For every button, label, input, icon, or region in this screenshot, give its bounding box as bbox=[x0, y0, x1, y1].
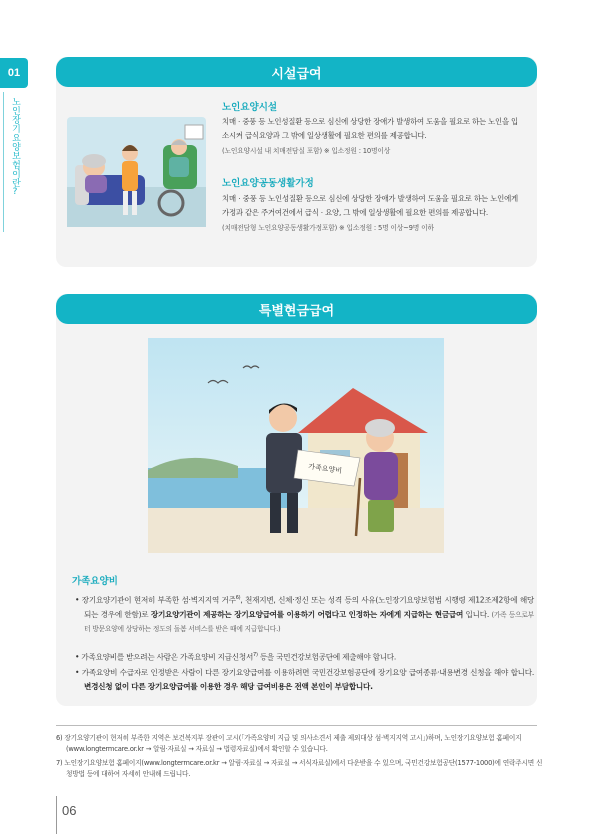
bullet1-text-a: 장기요양기관이 현저히 부족한 섬·벽지지역 거주 bbox=[81, 595, 236, 605]
nursing-home-desc bbox=[222, 115, 518, 158]
bullet1-emphasis: 장기요양기관이 제공하는 장기요양급여를 이용하기 어렵다고 인정하는 자에게 지급하는 현금급여 bbox=[150, 609, 464, 619]
nursing-home-body: 치매 · 중풍 등 노인성질환 등으로 심신에 상당한 장애가 발생하여 도움을 필요로 하는 노인을 입소시켜 급식요양과 그 밖에 일상생활에 필요한 편의를 제공합니다. bbox=[222, 117, 518, 141]
bullet1-text-c: 입니다. bbox=[463, 609, 492, 619]
bullet-application bbox=[74, 648, 534, 665]
bullet-dot: • bbox=[75, 595, 82, 605]
bullet2-text-b: 등을 국민건강보험공단에 제출해야 합니다. bbox=[257, 652, 397, 662]
bullet-dot: • bbox=[75, 668, 82, 677]
footnote-ref-7: 7) bbox=[253, 652, 258, 658]
page-number: 06 bbox=[62, 803, 77, 818]
family-care-illustration bbox=[148, 338, 444, 553]
facility-benefit-section bbox=[56, 57, 537, 267]
nursing-home-note: (노인요양시설 내 치매전담실 포함) ※ 입소정원 : 10명이상 bbox=[222, 146, 391, 155]
bullet3-emphasis: 변경신청 없이 다른 장기요양급여를 이용한 경우 해당 급여비용은 전액 본인이 부담 bbox=[84, 682, 349, 692]
bullet2-text-a: 가족요양비를 받으려는 사람은 가족요양비 지급신청서 bbox=[81, 652, 254, 662]
nursing-home-title: 노인요양시설 bbox=[222, 102, 278, 113]
footnote-7: 7) 노인장기요양보험 홈페이지(www.longtermcare.or.kr → 알림·자료실 → 자료실 → 서식자료실)에서 다운받을 수 있으며, 국민건강보험공단(1577-1000)에 연락주시면 신청방법 등에 대하여 자세히 안내해 드립니다. bbox=[56, 759, 543, 778]
group-home-note: (치매전담형 노인요양공동생활가정포함) ※ 입소정원 : 5명 이상~9명 이하 bbox=[222, 223, 434, 232]
special-cash-benefit-header: 특별현금급여 bbox=[56, 294, 537, 324]
special-cash-benefit-section bbox=[56, 294, 537, 706]
bullet3-text-c: 합니다. bbox=[348, 682, 373, 692]
chapter-tab: 01 bbox=[0, 58, 28, 88]
paper-label: 가족요양비 bbox=[307, 462, 343, 476]
bullet-change-request bbox=[74, 666, 534, 694]
facility-benefit-header: 시설급여 bbox=[56, 57, 537, 87]
page-number-rule bbox=[56, 796, 57, 834]
side-divider bbox=[3, 92, 4, 232]
bullet1-text-b: , 천재지변, 신체·정신 또는 성격 등의 사유(노인장기요양보험법 시행령 제12조제2항에 해당되는 경우에 한함)로 bbox=[84, 595, 535, 619]
chapter-title: 노인장기요양보험이란? bbox=[10, 97, 20, 197]
bullet1-note: (가족 등으로부터 방문요양에 상당하는 정도의 돌봄 서비스를 받은 때에 지급합니다.) bbox=[84, 610, 534, 633]
bullet3-text-a: 가족요양비 수급자로 인정받은 사람이 다른 장기요양급여를 이용하려면 국민건강보험공단에 장기요양 급여종류·내용변경 신청을 해야 합니다. bbox=[81, 668, 534, 677]
nursing-home-illustration bbox=[67, 117, 206, 227]
family-care-title: 가족요양비 bbox=[72, 576, 118, 587]
bullet-dot: • bbox=[75, 652, 82, 662]
group-home-body: 치매 · 중풍 등 노인성질환 등으로 심신에 상당한 장애가 발생하여 도움을 필요로 하는 노인에게 가정과 같은 주거여건에서 급식 · 요양, 그 밖에 일상생활에 필요한 편의를 제공합니다. bbox=[222, 194, 518, 218]
group-home-desc bbox=[222, 192, 518, 235]
group-home-title: 노인요양공동생활가정 bbox=[222, 178, 314, 189]
footnote-ref-6: 6) bbox=[235, 595, 241, 601]
bullet-eligibility bbox=[74, 591, 534, 636]
footnote-6: 6) 장기요양기관이 현저히 부족한 지역은 보건복지부 장관이 고시(「가족요양비 지급 및 의사소견서 제출 제외대상 섬·벽지지역 고시」)하며, 노인장기요양보험 홈페이지(www.longtermcare.or.kr → 알림·자료실 → 자료실 → 법령자료실)에서 확인할 수 있습니다. bbox=[56, 734, 522, 753]
footnote-divider bbox=[56, 725, 537, 726]
